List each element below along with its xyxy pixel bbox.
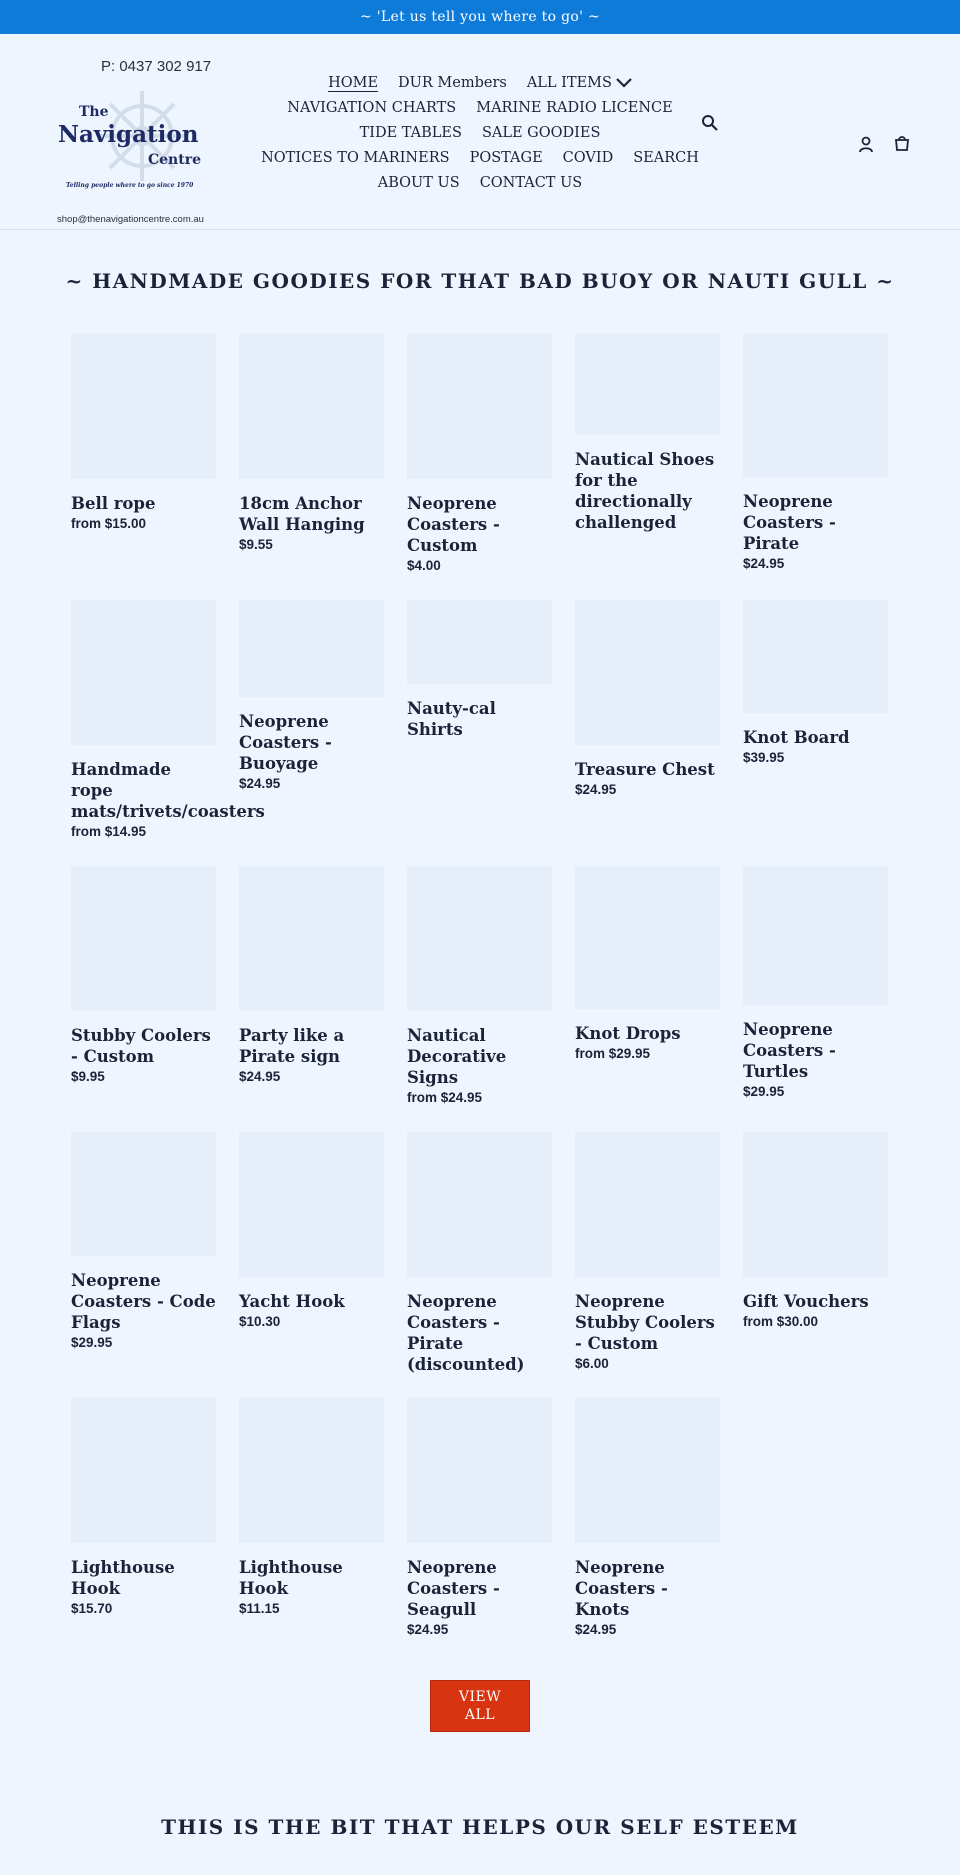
nav-contact-us[interactable]: CONTACT US bbox=[479, 174, 583, 191]
section-title: ~ HANDMADE GOODIES FOR THAT BAD BUOY OR NAUTI GULL ~ bbox=[65, 269, 895, 293]
product-price: from $30.00 bbox=[743, 1314, 819, 1329]
nav-postage[interactable]: POSTAGE bbox=[469, 149, 543, 166]
product-title[interactable]: Nautical Decorative Signs bbox=[407, 1026, 507, 1087]
product-title[interactable]: Neoprene Coasters - Turtles bbox=[743, 1020, 836, 1081]
product-image[interactable] bbox=[743, 600, 888, 713]
view-all-label-line2: ALL bbox=[464, 1707, 496, 1723]
product-card[interactable] bbox=[575, 1132, 720, 1371]
logo-the: The bbox=[79, 104, 109, 120]
product-card[interactable] bbox=[407, 1398, 552, 1637]
product-card[interactable] bbox=[575, 334, 720, 533]
product-price: from $15.00 bbox=[71, 516, 147, 531]
nav-row bbox=[250, 95, 710, 120]
product-card[interactable] bbox=[407, 600, 552, 740]
nav-row bbox=[250, 145, 710, 170]
product-price: $29.95 bbox=[743, 1084, 785, 1099]
product-price: $39.95 bbox=[743, 750, 785, 765]
product-price: $10.30 bbox=[239, 1314, 281, 1329]
nav-tide-tables[interactable]: TIDE TABLES bbox=[359, 124, 462, 141]
product-price: $24.95 bbox=[743, 556, 785, 571]
cart-button[interactable] bbox=[893, 134, 913, 154]
product-image[interactable] bbox=[71, 1398, 216, 1543]
product-row bbox=[71, 1398, 889, 1664]
product-card[interactable] bbox=[743, 600, 888, 765]
product-price: $11.15 bbox=[239, 1601, 280, 1616]
view-all-label-line1: VIEW bbox=[458, 1689, 502, 1705]
product-image[interactable] bbox=[239, 1398, 384, 1543]
product-price: $9.95 bbox=[71, 1069, 105, 1084]
product-card[interactable] bbox=[239, 1132, 384, 1329]
product-image[interactable] bbox=[407, 1398, 552, 1543]
product-image[interactable] bbox=[71, 334, 216, 479]
logo-tagline: Telling people where to go since 1970 bbox=[66, 182, 194, 189]
product-title[interactable]: Knot Drops bbox=[575, 1024, 681, 1043]
search-icon bbox=[701, 114, 719, 132]
product-price: $6.00 bbox=[575, 1356, 609, 1371]
announcement-text: ~ 'Let us tell you where to go' ~ bbox=[360, 9, 600, 25]
search-button[interactable] bbox=[701, 114, 721, 134]
product-image[interactable] bbox=[743, 866, 888, 1005]
product-title[interactable]: Knot Board bbox=[743, 728, 850, 747]
cart-icon bbox=[893, 134, 911, 152]
product-price: $29.95 bbox=[71, 1335, 113, 1350]
product-card[interactable] bbox=[239, 1398, 384, 1616]
logo-centre: Centre bbox=[148, 152, 201, 168]
product-card[interactable] bbox=[71, 1398, 216, 1616]
product-card[interactable] bbox=[407, 1132, 552, 1375]
product-price: $24.95 bbox=[407, 1622, 449, 1637]
logo-email: shop@thenavigationcentre.com.au bbox=[57, 214, 204, 225]
product-card[interactable] bbox=[407, 866, 552, 1105]
product-title[interactable]: Neoprene Coasters - Code Flags bbox=[71, 1271, 216, 1332]
product-title[interactable]: Stubby Coolers - Custom bbox=[71, 1026, 211, 1066]
announcement-bar bbox=[0, 0, 960, 34]
product-card[interactable] bbox=[575, 600, 720, 797]
product-card[interactable] bbox=[71, 866, 216, 1084]
nav-row bbox=[250, 70, 710, 95]
main-navigation bbox=[250, 70, 710, 195]
logo-phone: P: 0437 302 917 bbox=[101, 58, 212, 75]
product-title[interactable]: Lighthouse Hook bbox=[239, 1558, 343, 1598]
product-image[interactable] bbox=[239, 334, 384, 479]
product-image[interactable] bbox=[575, 1398, 720, 1543]
product-title[interactable]: Neoprene Coasters - Pirate bbox=[743, 492, 836, 553]
nav-notices-to-mariners[interactable]: NOTICES TO MARINERS bbox=[261, 149, 450, 166]
product-image[interactable] bbox=[239, 866, 384, 1011]
product-card[interactable] bbox=[743, 1132, 888, 1329]
product-title[interactable]: Lighthouse Hook bbox=[71, 1558, 175, 1598]
product-image[interactable] bbox=[407, 866, 552, 1011]
site-header bbox=[0, 34, 960, 230]
chevron-down-icon bbox=[616, 78, 632, 88]
product-title[interactable]: Neoprene Coasters - Seagull bbox=[407, 1558, 500, 1619]
product-title[interactable]: 18cm Anchor Wall Hanging bbox=[239, 494, 365, 534]
product-price: $24.95 bbox=[239, 776, 281, 791]
product-title[interactable]: Party like a Pirate sign bbox=[239, 1026, 345, 1066]
product-card[interactable] bbox=[239, 600, 384, 791]
product-title[interactable]: Neoprene Coasters - Buoyage bbox=[239, 712, 332, 773]
product-card[interactable] bbox=[239, 866, 384, 1084]
product-title[interactable]: Yacht Hook bbox=[239, 1292, 345, 1311]
product-card[interactable] bbox=[407, 334, 552, 573]
product-price: from $24.95 bbox=[407, 1090, 483, 1105]
nav-all-items-label: ALL ITEMS bbox=[526, 74, 612, 91]
product-image[interactable] bbox=[407, 600, 552, 684]
product-price: from $29.95 bbox=[575, 1046, 651, 1061]
product-image[interactable] bbox=[575, 600, 720, 745]
nav-covid[interactable]: COVID bbox=[562, 149, 614, 166]
product-image[interactable] bbox=[575, 866, 720, 1009]
product-card[interactable] bbox=[71, 1132, 216, 1350]
product-price: $24.95 bbox=[575, 1622, 617, 1637]
account-button[interactable] bbox=[857, 135, 877, 155]
logo-name: Navigation bbox=[58, 121, 199, 148]
product-price: $15.70 bbox=[71, 1601, 113, 1616]
product-image[interactable] bbox=[239, 1132, 384, 1277]
product-image[interactable] bbox=[71, 1132, 216, 1256]
product-image[interactable] bbox=[743, 334, 888, 477]
product-price: $24.95 bbox=[575, 782, 617, 797]
product-card[interactable] bbox=[71, 334, 216, 531]
product-image[interactable] bbox=[407, 334, 552, 479]
product-title[interactable]: Treasure Chest bbox=[575, 760, 715, 779]
nav-row bbox=[250, 170, 710, 195]
product-card[interactable] bbox=[743, 334, 888, 571]
product-title[interactable]: Bell rope bbox=[71, 494, 156, 513]
nav-marine-radio-licence[interactable]: MARINE RADIO LICENCE bbox=[476, 99, 673, 116]
nav-search[interactable]: SEARCH bbox=[633, 149, 699, 166]
nav-about-us[interactable]: ABOUT US bbox=[377, 174, 460, 191]
nav-navigation-charts[interactable]: NAVIGATION CHARTS bbox=[287, 99, 457, 116]
product-price: $9.55 bbox=[239, 537, 273, 552]
product-image[interactable] bbox=[71, 866, 216, 1011]
view-all-button[interactable] bbox=[430, 1680, 530, 1732]
product-row bbox=[71, 866, 889, 1132]
site-logo[interactable] bbox=[52, 54, 212, 225]
testimonials-title: THIS IS THE BIT THAT HELPS OUR SELF ESTEEM bbox=[161, 1815, 799, 1839]
product-card[interactable] bbox=[743, 866, 888, 1099]
product-card[interactable] bbox=[239, 334, 384, 552]
product-card[interactable] bbox=[575, 1398, 720, 1637]
product-title[interactable]: Neoprene Coasters - Pirate (discounted) bbox=[407, 1292, 525, 1374]
product-image[interactable] bbox=[575, 334, 720, 435]
nav-all-items[interactable] bbox=[527, 75, 632, 91]
product-row bbox=[71, 334, 889, 600]
product-image[interactable] bbox=[743, 1132, 888, 1277]
product-card[interactable] bbox=[575, 866, 720, 1061]
product-price: $24.95 bbox=[239, 1069, 281, 1084]
product-title[interactable]: Nautical Shoes for the directionally challenged bbox=[575, 450, 715, 532]
product-title[interactable]: Neoprene Coasters - Custom bbox=[407, 494, 500, 555]
product-title[interactable]: Handmade rope mats/trivets/coasters bbox=[71, 760, 265, 821]
product-image[interactable] bbox=[71, 600, 216, 745]
product-row bbox=[71, 1132, 889, 1398]
nav-home[interactable]: HOME bbox=[328, 74, 379, 91]
product-image[interactable] bbox=[239, 600, 384, 697]
product-price: from $14.95 bbox=[71, 824, 147, 839]
product-title[interactable]: Neoprene Coasters - Knots bbox=[575, 1558, 668, 1619]
product-image[interactable] bbox=[575, 1132, 720, 1277]
account-icon bbox=[857, 135, 875, 153]
product-title[interactable]: Nauty-cal Shirts bbox=[407, 699, 496, 739]
nav-sale-goodies[interactable]: SALE GOODIES bbox=[481, 124, 601, 141]
nav-row bbox=[250, 120, 710, 145]
product-image[interactable] bbox=[407, 1132, 552, 1277]
product-title[interactable]: Gift Vouchers bbox=[743, 1292, 869, 1311]
nav-dur-members[interactable]: DUR Members bbox=[398, 74, 507, 91]
product-title[interactable]: Neoprene Stubby Coolers - Custom bbox=[575, 1292, 715, 1353]
product-row bbox=[71, 600, 889, 866]
product-price: $4.00 bbox=[407, 558, 441, 573]
